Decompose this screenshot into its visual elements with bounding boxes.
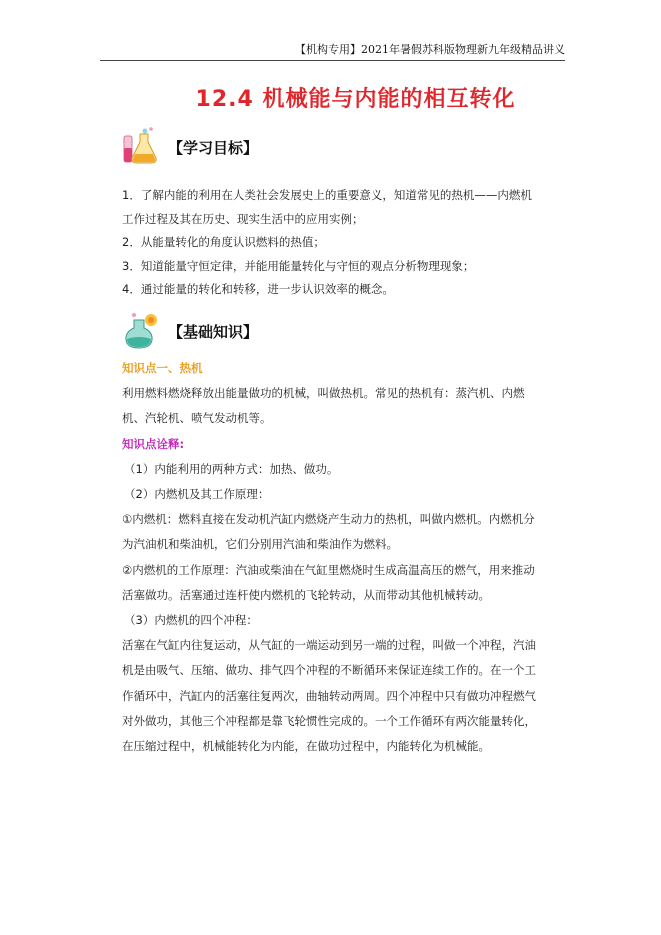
page-header: 【机构专用】2021年暑假苏科版物理新九年级精品讲义 <box>100 40 565 61</box>
goal-item: 2．从能量转化的角度认识燃料的热值； <box>122 235 325 249</box>
section-label: 【基础知识】 <box>168 322 259 341</box>
knowledge-heading: 知识点一、热机 <box>122 361 203 375</box>
list-item: （1）内能利用的两种方式：加热、做功。 <box>124 461 339 476</box>
paragraph: 活塞在气缸内往复运动，从气缸的一端运动到另一端的过程，叫做一个冲程，汽油机是由吸气、压缩、做功、排气四个冲程的不断循环来保证连续工作的。在一个工作循环中，汽缸内的活塞往复两次，曲轴转动两周。四个冲程中只有做功冲程燃气对外做功，其他三个冲程都是靠飞轮惯性完成的。一个工作循环有两次能量转化，在压缩过程中，机械能转化为内能，在做功过程中，内能转化为机械能。 <box>122 638 536 754</box>
list-item: （2）内燃机及其工作原理： <box>124 487 270 502</box>
knowledge-content <box>122 356 542 759</box>
paragraph: 利用燃料燃烧释放出能量做功的机械，叫做热机。常见的热机有：蒸汽机、内燃机、汽轮机、喷气发动机等。 <box>122 386 525 426</box>
section-basic-knowledge <box>120 310 258 352</box>
page-title: 12.4 机械能与内能的相互转化 <box>195 87 516 112</box>
beaker-icon <box>120 310 162 352</box>
detail-heading: 知识点诠释: <box>122 436 185 451</box>
learning-goals-list <box>122 184 542 302</box>
goal-item: 1．了解内能的利用在人类社会发展史上的重要意义，知道常见的热机——内燃机工作过程及其在历史、现实生活中的应用实例； <box>122 188 532 226</box>
goal-item: 4．通过能量的转化和转移，进一步认识效率的概念。 <box>122 282 394 296</box>
flask-icon <box>120 126 162 168</box>
section-label: 【学习目标】 <box>168 138 259 157</box>
paragraph: ②内燃机的工作原理：汽油或柴油在气缸里燃烧时生成高温高压的燃气，用来推动活塞做功。活塞通过连杆使内燃机的飞轮转动，从而带动其他机械转动。 <box>122 562 535 602</box>
list-item: （3）内燃机的四个冲程： <box>124 613 258 628</box>
paragraph: ①内燃机：燃料直接在发动机汽缸内燃烧产生动力的热机，叫做内燃机。内燃机分为汽油机和柴油机，它们分别用汽油和柴油作为燃料。 <box>122 512 535 552</box>
goal-item: 3．知道能量守恒定律，并能用能量转化与守恒的观点分析物理现象； <box>122 258 475 273</box>
section-learning-goals <box>120 126 258 168</box>
